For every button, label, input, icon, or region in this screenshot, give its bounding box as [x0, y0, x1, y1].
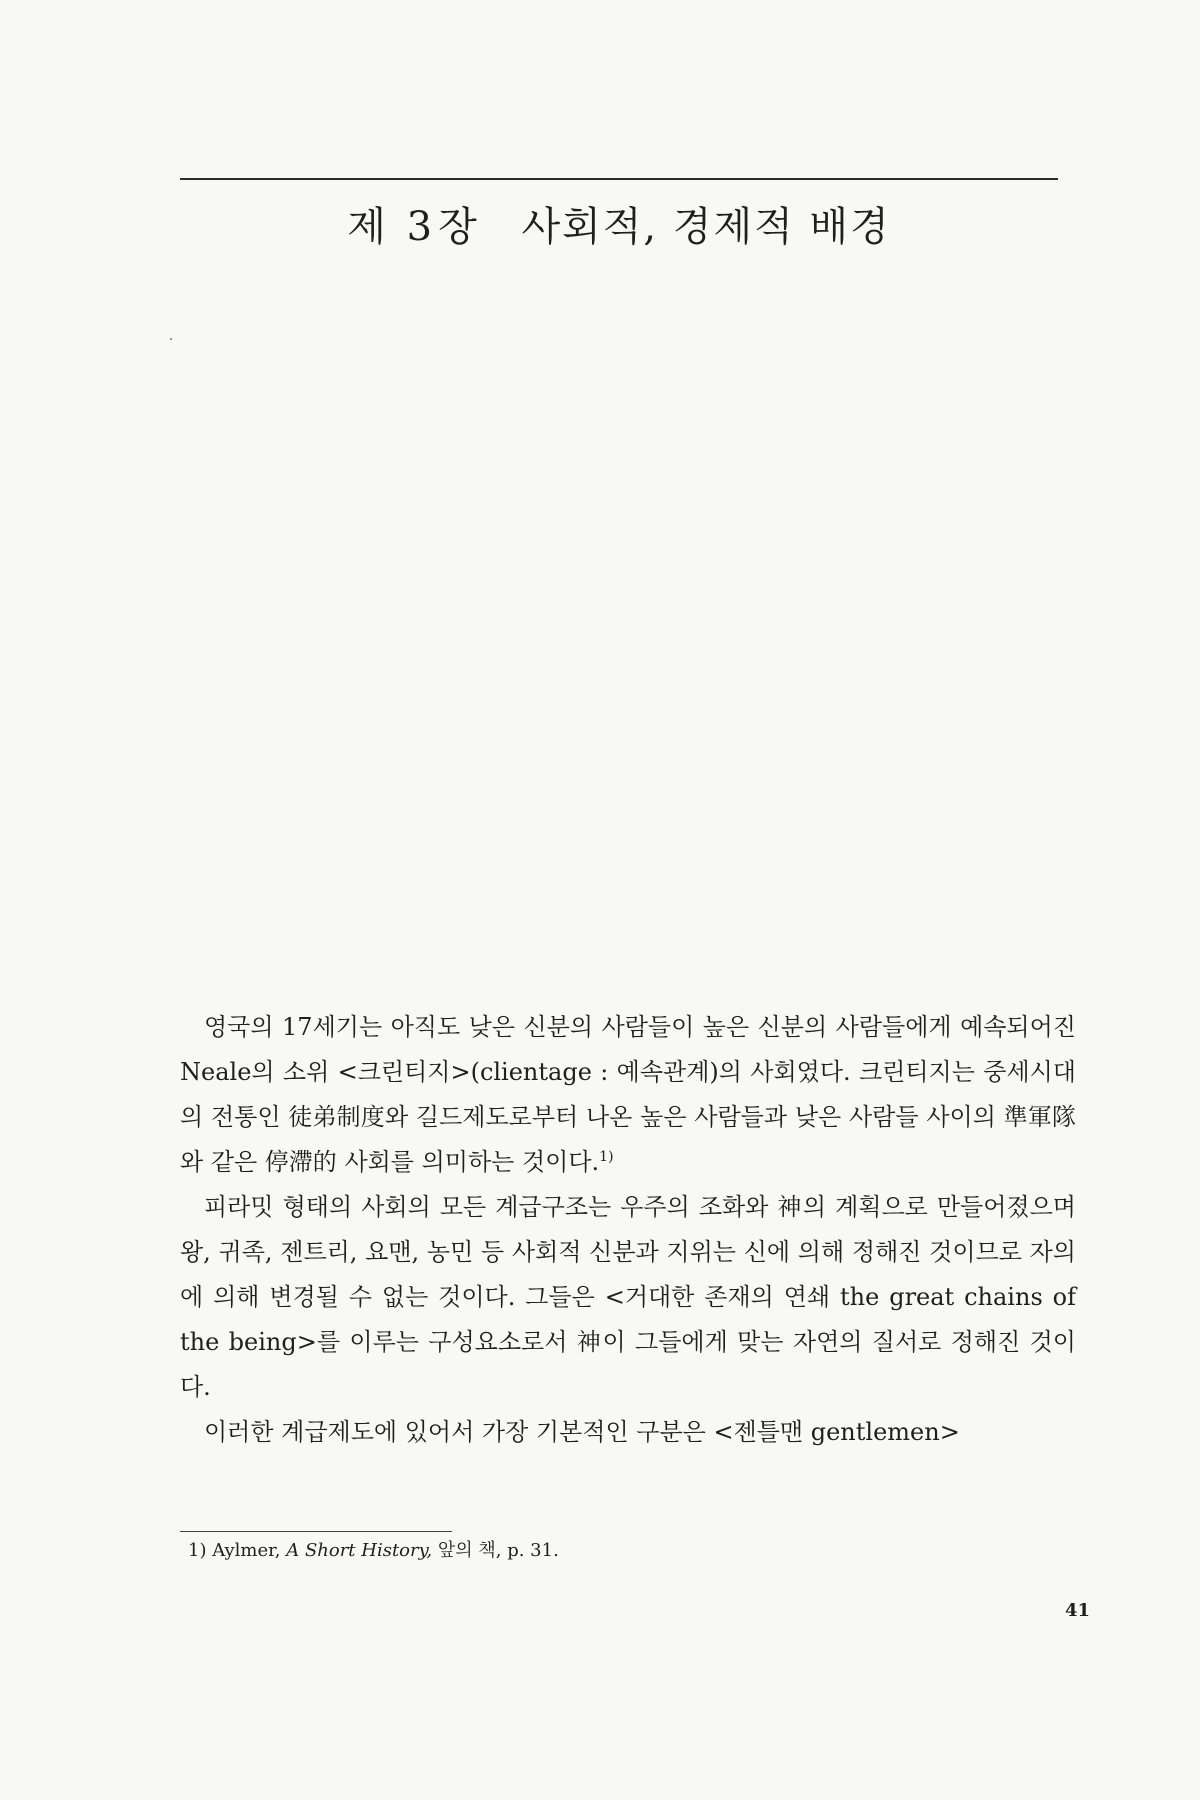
paragraph-3: 이러한 계급제도에 있어서 가장 기본적인 구분은 <젠틀맨 gentlemen> [204, 1418, 960, 1446]
chapter-number: 3 [406, 204, 435, 250]
paragraph-2: 피라밋 형태의 사회의 모든 계급구조는 우주의 조화와 神의 계획으로 만들어졌으며 왕, 귀족, 젠트리, 요맨, 농민 등 사회적 신분과 지위는 신에 의해 정해진 것이므로 자의에 의해 변경될 수 없는 것이다. 그들은 <거대한 존재의 연쇄 the great chains of the being>를 이루는 구성요소로서 神이 그들에게 맞는 자연의 질서로 정해진 것이다. [180, 1193, 1076, 1401]
footnote-title: A Short History, [286, 1540, 433, 1561]
page-number: 41 [1064, 1600, 1090, 1621]
chapter-top-rule [180, 178, 1058, 180]
chapter-prefix: 제 [347, 204, 388, 250]
chapter-title [180, 195, 1058, 252]
footnote-rest: 앞의 책, p. 31. [437, 1540, 559, 1561]
page-mark [170, 338, 172, 340]
paragraph-1-text: 영국의 17세기는 아직도 낮은 신분의 사람들이 높은 신분의 사람들에게 예속되어진 Neale의 소위 <크린티지>(clientage : 예속관계)의 사회였다. 크린티지는 중세시대의 전통인 徒弟制度와 길드제도로부터 나온 높은 사람들과 낮은 사람들 사이의 準軍隊와 같은 停滯的 사회를 의미하는 것이다. [180, 1013, 1076, 1176]
chapter-suffix: 장 [438, 204, 479, 250]
footnote-reference: 1) [599, 1149, 614, 1165]
footnote-author: Aylmer, [212, 1540, 281, 1561]
footnote-marker: 1) [188, 1540, 207, 1561]
footnote [188, 1537, 1068, 1565]
footnote-rule [180, 1531, 452, 1532]
chapter-heading: 사회적, 경제적 배경 [521, 204, 891, 250]
paragraph-1 [180, 1005, 1076, 1185]
main-text [180, 1005, 1076, 1455]
